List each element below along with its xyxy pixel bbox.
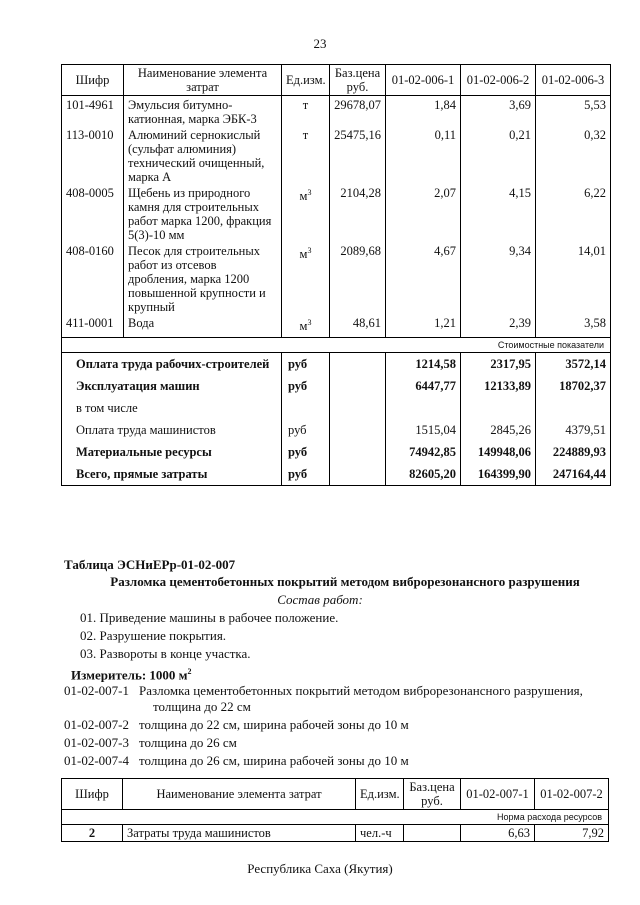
cell-value-1: 0,11 xyxy=(386,126,461,184)
cell-value-2: 4,15 xyxy=(461,184,536,242)
summary-price xyxy=(330,463,386,486)
summary-value-3 xyxy=(536,397,611,419)
cell-code: 408-0160 xyxy=(62,242,124,314)
header-code: Шифр xyxy=(62,65,124,96)
work-item: 02. Разрушение покрытия. xyxy=(80,628,227,643)
measure-text: Измеритель: 1000 м xyxy=(71,667,188,683)
work-item: 03. Развороты в конце участка. xyxy=(80,646,251,661)
summary-unit: руб xyxy=(282,463,330,486)
summary-price xyxy=(330,419,386,441)
table2-row xyxy=(62,825,609,842)
summary-unit: руб xyxy=(282,419,330,441)
item-code: 01-02-007-1 xyxy=(64,683,129,698)
summary-price xyxy=(330,375,386,397)
item-code: 01-02-007-3 xyxy=(64,735,129,750)
resource-table-01-02-007 xyxy=(61,778,609,842)
cell-name: Вода xyxy=(124,314,282,338)
summary-row xyxy=(62,353,611,376)
table-header-row xyxy=(62,65,611,96)
work-composition-title: Состав работ: xyxy=(277,592,363,607)
cell-value-2: 0,21 xyxy=(461,126,536,184)
cell-code: 2 xyxy=(62,825,123,842)
t2-header-price: Баз.цена руб. xyxy=(404,779,461,810)
item-row xyxy=(64,735,583,751)
item-description-line: толщина до 22 см, ширина рабочей зоны до 10 м xyxy=(139,717,409,732)
summary-row xyxy=(62,397,611,419)
summary-row xyxy=(62,375,611,397)
t2-header-unit: Ед.изм. xyxy=(356,779,404,810)
summary-unit: руб xyxy=(282,441,330,463)
summary-price xyxy=(330,441,386,463)
page-number: 23 xyxy=(313,36,327,51)
summary-price xyxy=(330,353,386,376)
item-description-line: толщина до 22 см xyxy=(153,699,251,714)
summary-value-2: 2317,95 xyxy=(461,353,536,376)
cell-code: 113-0010 xyxy=(62,126,124,184)
header-col-2: 01-02-006-2 xyxy=(461,65,536,96)
cell-value-3: 6,22 xyxy=(536,184,611,242)
item-description xyxy=(139,717,409,733)
t2-section-label-row xyxy=(62,810,609,825)
work-list xyxy=(80,610,338,664)
summary-row xyxy=(62,463,611,486)
cell-value-2: 9,34 xyxy=(461,242,536,314)
cell-unit: $м^3$ xyxy=(282,242,330,314)
cell-value-1: 6,63 xyxy=(461,825,535,842)
summary-label: Всего, прямые затраты xyxy=(62,463,282,486)
resource-table-01-02-006 xyxy=(61,64,611,486)
t2-header-col-2: 01-02-007-2 xyxy=(535,779,609,810)
measure-sup: 2 xyxy=(187,667,192,676)
section-label-cost: Стоимостные показатели xyxy=(62,338,611,353)
header-col-3: 01-02-006-3 xyxy=(536,65,611,96)
summary-row xyxy=(62,441,611,463)
section-subtitle: Разломка цементобетонных покрытий методом виброрезонансного разрушения xyxy=(110,574,580,589)
summary-value-3: 4379,51 xyxy=(536,419,611,441)
t2-header-name: Наименование элемента затрат xyxy=(123,779,356,810)
summary-value-1 xyxy=(386,397,461,419)
item-code: 01-02-007-2 xyxy=(64,717,129,732)
cell-code: 101-4961 xyxy=(62,96,124,127)
cell-value-1: 4,67 xyxy=(386,242,461,314)
table-row xyxy=(62,184,611,242)
summary-value-3: 224889,93 xyxy=(536,441,611,463)
summary-value-1: 1515,04 xyxy=(386,419,461,441)
cell-unit: т xyxy=(282,126,330,184)
summary-label: Оплата труда рабочих-строителей xyxy=(62,353,282,376)
cell-price: 2104,28 xyxy=(330,184,386,242)
header-price: Баз.цена руб. xyxy=(330,65,386,96)
cell-unit: $м^3$ xyxy=(282,314,330,338)
cell-value-1: 1,84 xyxy=(386,96,461,127)
summary-label: в том числе xyxy=(62,397,282,419)
cell-name: Щебень из природного камня для строительных работ марка 1200, фракция 5(3)-10 мм xyxy=(124,184,282,242)
item-row xyxy=(64,683,583,715)
section-label-row xyxy=(62,338,611,353)
table-row xyxy=(62,314,611,338)
summary-row xyxy=(62,419,611,441)
item-description-line: толщина до 26 см xyxy=(139,735,237,750)
summary-price xyxy=(330,397,386,419)
table-title: Таблица ЭСНиЕРр-01-02-007 xyxy=(64,557,236,572)
table-row xyxy=(62,242,611,314)
header-name: Наименование элемента затрат xyxy=(124,65,282,96)
summary-value-3: 3572,14 xyxy=(536,353,611,376)
summary-value-2: 2845,26 xyxy=(461,419,536,441)
cell-price: 2089,68 xyxy=(330,242,386,314)
cell-unit: чел.-ч xyxy=(356,825,404,842)
header-col-1: 01-02-006-1 xyxy=(386,65,461,96)
summary-value-1: 82605,20 xyxy=(386,463,461,486)
cell-price: 48,61 xyxy=(330,314,386,338)
summary-value-3: 247164,44 xyxy=(536,463,611,486)
item-description xyxy=(139,683,583,715)
summary-label: Оплата труда машинистов xyxy=(62,419,282,441)
cell-value-3: 5,53 xyxy=(536,96,611,127)
cell-price: 25475,16 xyxy=(330,126,386,184)
page-footer: Республика Саха (Якутия) xyxy=(247,861,393,876)
item-code: 01-02-007-4 xyxy=(64,753,129,768)
item-description xyxy=(139,753,409,769)
item-row xyxy=(64,753,583,769)
item-description-line: толщина до 26 см, ширина рабочей зоны до 10 м xyxy=(139,753,409,768)
cell-value-2: 3,69 xyxy=(461,96,536,127)
summary-label: Материальные ресурсы xyxy=(62,441,282,463)
summary-label: Эксплуатация машин xyxy=(62,375,282,397)
cell-unit: т xyxy=(282,96,330,127)
summary-unit: руб xyxy=(282,375,330,397)
summary-value-3: 18702,37 xyxy=(536,375,611,397)
summary-value-2: 149948,06 xyxy=(461,441,536,463)
table-row xyxy=(62,96,611,127)
table2-header-row xyxy=(62,779,609,810)
t2-header-code: Шифр xyxy=(62,779,123,810)
cell-value-1: 1,21 xyxy=(386,314,461,338)
cell-price xyxy=(404,825,461,842)
item-description-line: Разломка цементобетонных покрытий методом виброрезонансного разрушения, xyxy=(139,683,583,698)
item-description xyxy=(139,735,237,751)
cell-code: 411-0001 xyxy=(62,314,124,338)
t2-header-col-1: 01-02-007-1 xyxy=(461,779,535,810)
cell-unit: $м^3$ xyxy=(282,184,330,242)
summary-value-1: 1214,58 xyxy=(386,353,461,376)
cell-value-3: 0,32 xyxy=(536,126,611,184)
cell-name: Эмульсия битумно- катионная, марка ЭБК-3 xyxy=(124,96,282,127)
cell-value-3: 14,01 xyxy=(536,242,611,314)
cell-code: 408-0005 xyxy=(62,184,124,242)
summary-unit xyxy=(282,397,330,419)
cell-name: Алюминий сернокислый (сульфат алюминия) технический очищенный, марка А xyxy=(124,126,282,184)
cell-price: 29678,07 xyxy=(330,96,386,127)
cell-value-1: 2,07 xyxy=(386,184,461,242)
section-label-norm: Норма расхода ресурсов xyxy=(62,810,609,825)
summary-value-2: 12133,89 xyxy=(461,375,536,397)
header-unit: Ед.изм. xyxy=(282,65,330,96)
item-row xyxy=(64,717,583,733)
summary-value-1: 6447,77 xyxy=(386,375,461,397)
cell-name: Песок для строительных работ из отсевов дробления, марка 1200 повышенной крупности и крупный xyxy=(124,242,282,314)
summary-unit: руб xyxy=(282,353,330,376)
summary-value-2: 164399,90 xyxy=(461,463,536,486)
unit-superscript: 3 xyxy=(307,246,312,255)
summary-value-1: 74942,85 xyxy=(386,441,461,463)
cell-value-2: 7,92 xyxy=(535,825,609,842)
cell-value-2: 2,39 xyxy=(461,314,536,338)
table-row xyxy=(62,126,611,184)
measure-label xyxy=(71,664,192,683)
summary-value-2 xyxy=(461,397,536,419)
unit-superscript: 3 xyxy=(307,318,312,327)
cell-value-3: 3,58 xyxy=(536,314,611,338)
work-item: 01. Приведение машины в рабочее положение. xyxy=(80,610,339,625)
unit-superscript: 3 xyxy=(307,188,312,197)
item-list xyxy=(64,683,583,771)
cell-name: Затраты труда машинистов xyxy=(123,825,356,842)
